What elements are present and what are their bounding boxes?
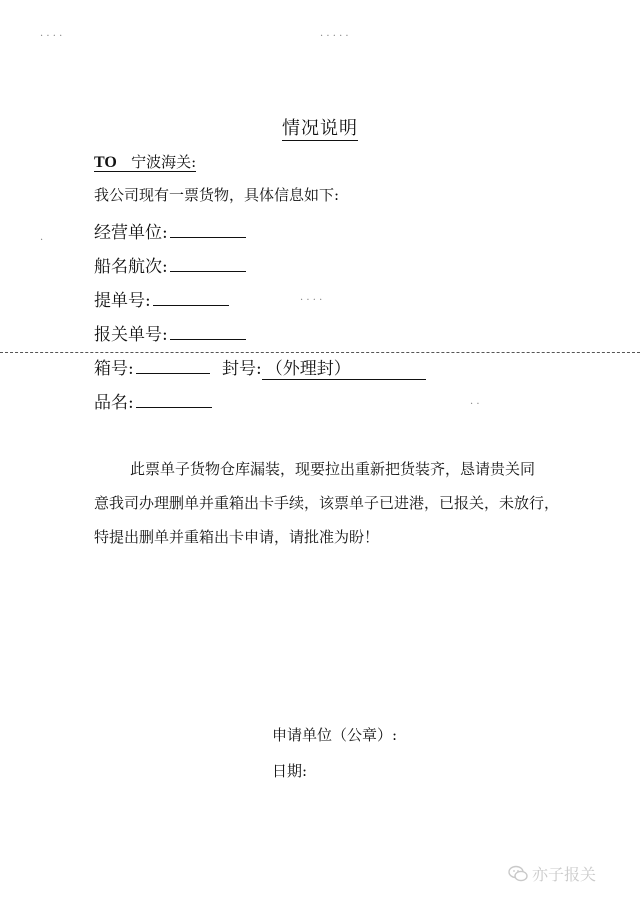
declaration-no-blank (170, 321, 246, 340)
statement-paragraph (94, 452, 564, 554)
scan-line (0, 352, 640, 353)
operator-label: 经营单位: (94, 223, 168, 243)
document-title: 情况说明 (282, 118, 358, 139)
product-name-field (94, 388, 212, 413)
operator-blank (170, 219, 246, 238)
seal-note: （外理封） (262, 354, 426, 380)
scan-speck: · · · · (300, 295, 323, 306)
watermark (508, 862, 596, 885)
scan-speck: · (40, 235, 44, 246)
product-name-blank (136, 389, 212, 408)
applicant-label: 申请单位（公章）: (272, 726, 398, 744)
scan-speck: · · · · (40, 31, 63, 42)
recipient-line (94, 151, 196, 172)
date-label: 日期: (272, 762, 308, 780)
vessel-voyage-blank (170, 253, 246, 272)
scan-speck: · · · · · (320, 31, 349, 42)
bill-of-lading-blank (153, 287, 229, 306)
bill-of-lading-label: 提单号: (94, 291, 151, 311)
wechat-icon (508, 865, 528, 883)
vessel-voyage-field (94, 252, 246, 277)
product-name-label: 品名: (94, 393, 134, 413)
seal-no-field (222, 354, 426, 380)
container-no-field (94, 354, 210, 379)
operator-field (94, 218, 246, 243)
statement-line: 意我司办理删单并重箱出卡手续，该票单子已进港，已报关，未放行， (94, 494, 560, 512)
seal-no-label: 封号: (222, 359, 262, 379)
declaration-no-label: 报关单号: (94, 325, 168, 345)
intro-text: 我公司现有一票货物，具体信息如下: (94, 186, 340, 204)
vessel-voyage-label: 船名航次: (94, 257, 168, 277)
watermark-text: 亦子报关 (532, 865, 597, 884)
to-label: TO (94, 154, 117, 171)
scan-speck: · · (470, 399, 480, 410)
container-no-label: 箱号: (94, 359, 134, 379)
statement-line: 此票单子货物仓库漏装，现要拉出重新把货装齐，恳请贵关同 (130, 460, 536, 478)
container-no-blank (136, 355, 210, 374)
bill-of-lading-field (94, 286, 229, 311)
recipient-name: 宁波海关: (131, 153, 197, 171)
declaration-no-field (94, 320, 246, 345)
statement-line: 特提出删单并重箱出卡申请，请批准为盼！ (94, 528, 380, 546)
